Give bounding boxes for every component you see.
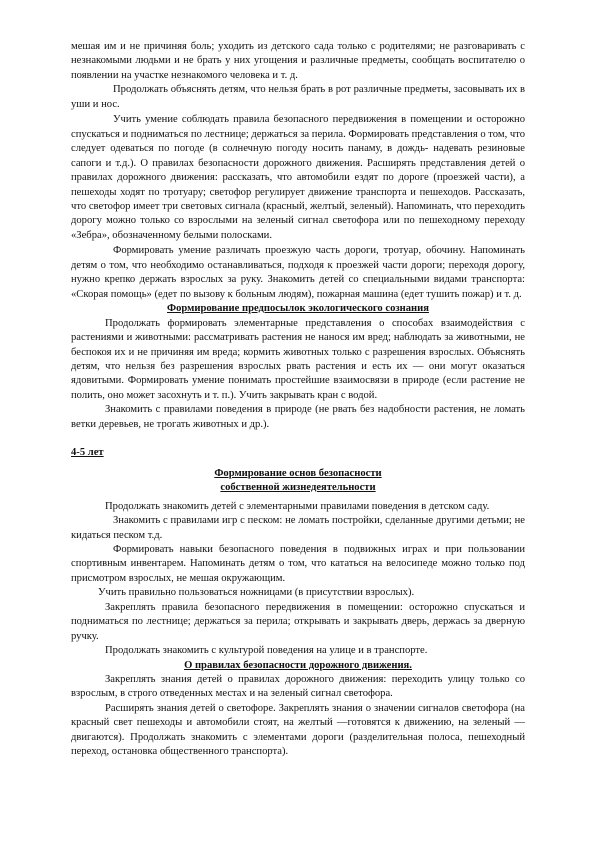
paragraph-road-parts: Формировать умение различать проезжую часть дороги, тротуар, обочину. Напоминать детям о том, что необходимо останавливаться, подходя к проезжей части дороги; переходя дорогу, нужно крепко держать взрослых за руку. Знакомить детей со специальными видами транспорта: «Скорая помощь» (едет по вызову к больным людям), пожарная машина (едет тушить пожар) и т. д.	[71, 245, 525, 300]
paragraph-ecology-1: Продолжать формировать элементарные представления о способах взаимодействия с растениями и животными: рассматривать растения не нанося им вред; наблюдать за животными, не беспокоя их и не причиняя им вреда; кормить животных только с разрешения взрослых. Объяснять детям, что нельзя без разрешения взрослых рвать растения и есть их — они могут оказаться ядовитыми. Формировать умение понимать простейшие взаимосвязи в природе (если растение не полить, оно может засохнуть и т. п.). Учить закрывать кран с водой.	[71, 317, 525, 401]
heading-safety-1: Формирование основ безопасности	[214, 467, 382, 479]
paragraph-ecology-2: Знакомить с правилами поведения в природе (не рвать без надобности растения, не ломать ветки деревьев, не трогать животных и др.).	[71, 404, 525, 430]
paragraph-mouth-safety: Продолжать объяснять детям, что нельзя брать в рот различные предметы, засовывать их в уши и нос.	[71, 84, 525, 110]
heading-ecology: Формирование предпосылок экологического сознания	[167, 303, 429, 315]
paragraph-indoor-movement: Закреплять правила безопасного передвижения в помещении: осторожно спускаться и подниматься по лестнице; держаться за перила; открывать и закрывать дверь, держась за дверную ручку.	[71, 601, 525, 642]
paragraph-road-crossing: Закреплять знания детей о правилах дорожного движения: переходить улицу только со взрослым, в строго отведенных местах и на зеленый сигнал светофора.	[71, 674, 525, 700]
paragraph-sand-games: Знакомить с правилами игр с песком: не ломать постройки, сделанные другими детьми; не кидаться песком т.д.	[71, 515, 525, 541]
age-group-heading: 4-5 лет	[71, 447, 104, 459]
paragraph-sport-equipment: Формировать навыки безопасного поведения в подвижных играх и при пользовании спортивным инвентарем. Напоминать детям о том, что кататься на велосипеде можно только под присмотром взрослых, не мешая окружающим.	[71, 543, 525, 584]
document-page	[71, 40, 525, 760]
paragraph-intro: мешая им и не причиняя боль; уходить из детского сада только с родителями; не разговаривать с незнакомыми людьми и не брать у них угощения и различные предметы, сообщать воспитателю о появлении на участке незнакомого человека и т. д.	[71, 41, 525, 81]
heading-road-safety: О правилах безопасности дорожного движения.	[184, 659, 412, 671]
paragraph-scissors: Учить правильно пользоваться ножницами (в присутствии взрослых).	[98, 587, 415, 599]
paragraph-movement-rules: Учить умение соблюдать правила безопасного передвижения в помещении и осторожно спускаться и подниматься по лестнице; держаться за перила. Формировать представления о том, что следует одеваться по погоде (в солнечную погоду носить панаму, в дождь- надевать резиновые сапоги и т.д.). О правилах безопасности дорожного движения. Расширять представления детей о правилах дорожного движения: рассказать, что автомобили ездят по дороге (проезжей части), а пешеходы ходят по тротуару; светофор регулирует движение транспорта и пешеходов. Рассказать, что светофор имеет три световых сигнала (красный, желтый, зеленый). Напоминать, что переходить дорогу можно только со взрослыми на зеленый сигнал светофора или по пешеходному переходу «Зебра», обозначенному белыми полосками.	[71, 114, 526, 241]
paragraph-kindergarten-rules: Продолжать знакомить детей с элементарными правилами поведения в детском саду.	[105, 500, 490, 512]
paragraph-street-culture: Продолжать знакомить с культурой поведения на улице и в транспорте.	[105, 645, 428, 657]
paragraph-traffic-light: Расширять знания детей о светофоре. Закреплять знания о значении сигналов светофора (на красный свет пешеходы и автомобили стоят, на желтый —готовятся к движению, на зеленый —двигаются). Продолжать знакомить с элементами дороги (разделительная полоса, пешеходный переход, остановка общественного транспорта).	[71, 702, 525, 758]
heading-safety-2: собственной жизнедеятельности	[220, 482, 376, 494]
